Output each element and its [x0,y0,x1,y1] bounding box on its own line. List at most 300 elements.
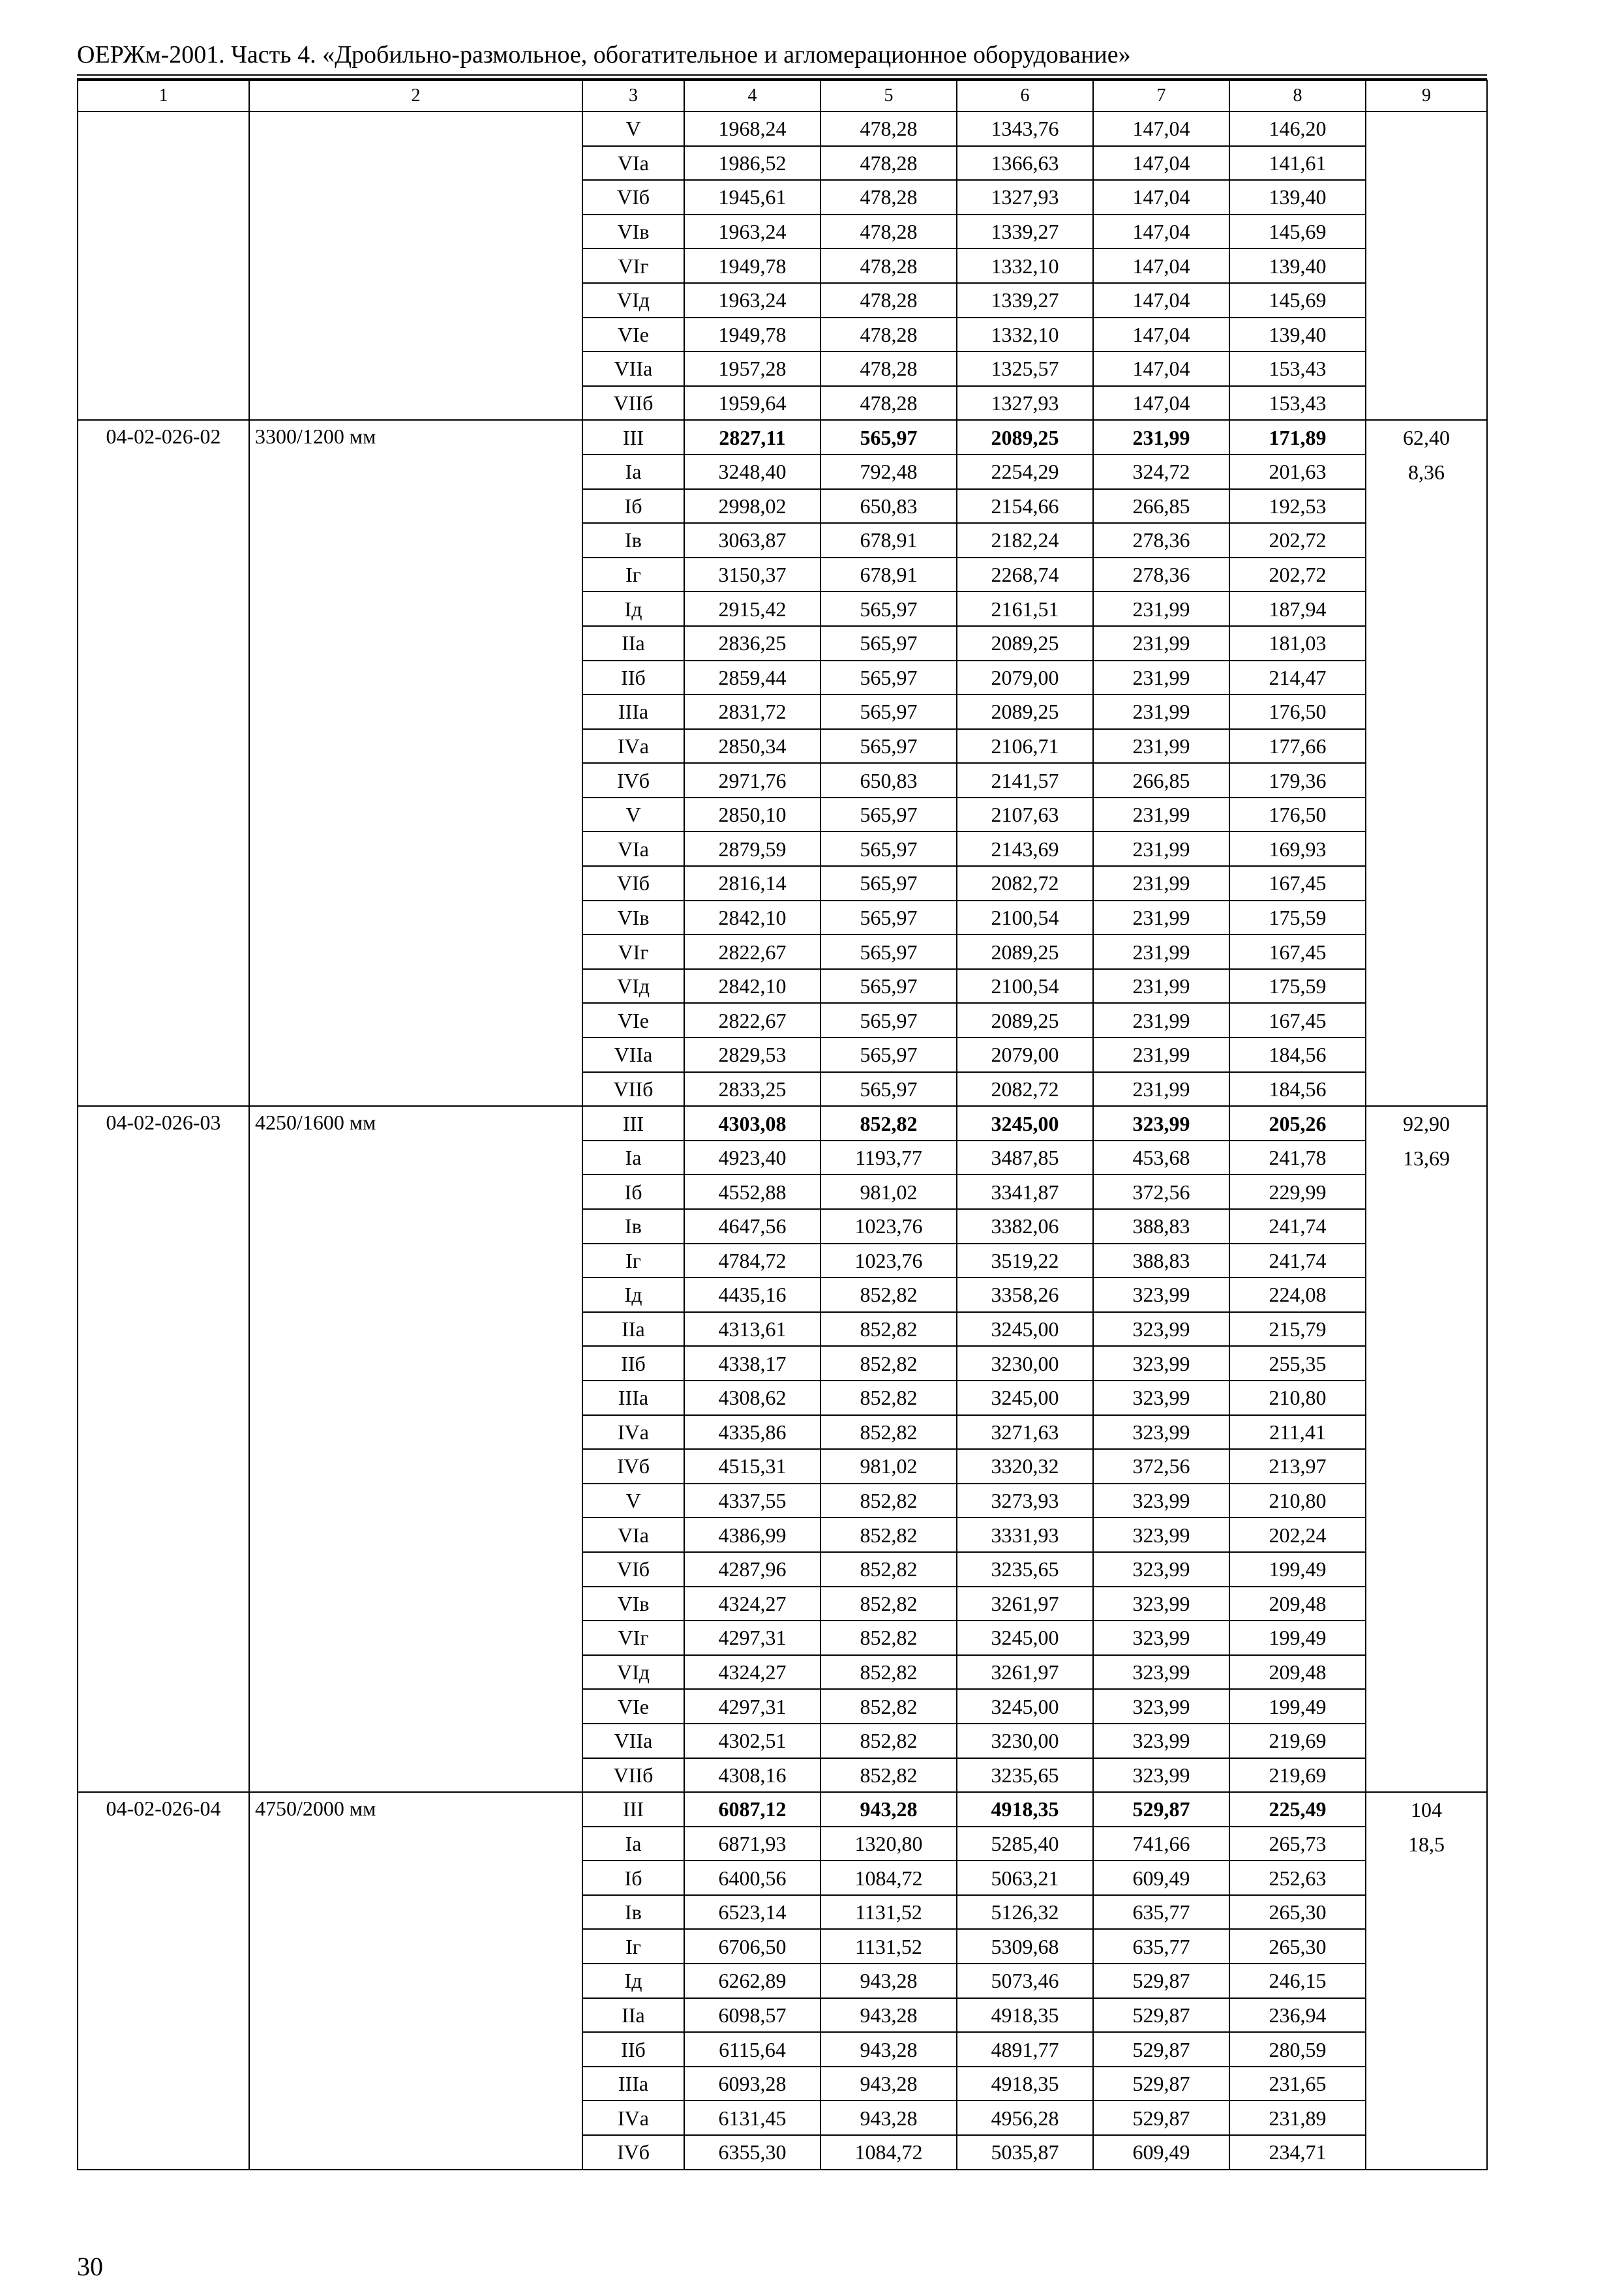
value-cell: 3150,37 [684,558,820,592]
value-cell: 943,28 [820,2032,957,2067]
region-cell: IVб [582,763,684,798]
value-cell: 205,26 [1229,1106,1366,1141]
value-cell: 231,99 [1093,831,1229,866]
region-cell: Iа [582,455,684,489]
value-cell: 4338,17 [684,1346,820,1381]
value-cell: 678,91 [820,558,957,592]
value-cell: 478,28 [820,352,957,386]
value-cell: 650,83 [820,763,957,798]
value-cell: 478,28 [820,283,957,318]
region-cell: VIа [582,1518,684,1552]
value-cell: 2836,25 [684,626,820,661]
value-cell: 3245,00 [957,1312,1093,1347]
labor-value: 62,40 [1403,426,1450,450]
value-cell: 2089,25 [957,935,1093,969]
value-cell: 181,03 [1229,626,1366,661]
value-cell: 529,87 [1093,1964,1229,1998]
value-cell: 231,99 [1093,420,1229,455]
region-cell: IIIа [582,2067,684,2101]
column-number-cell: 2 [249,80,582,112]
value-cell: 741,66 [1093,1827,1229,1861]
value-cell: 388,83 [1093,1244,1229,1278]
value-cell: 2842,10 [684,901,820,935]
value-cell: 1084,72 [820,1861,957,1895]
value-cell: 565,97 [820,901,957,935]
region-cell: VIб [582,180,684,215]
value-cell: 565,97 [820,695,957,729]
region-cell: VIд [582,1655,684,1690]
value-cell: 4918,35 [957,1998,1093,2033]
column-number-cell: 6 [957,80,1093,112]
region-cell: IVб [582,1449,684,1484]
value-cell: 6262,89 [684,1964,820,1998]
value-cell: 943,28 [820,1964,957,1998]
value-cell: 231,99 [1093,1038,1229,1072]
region-cell: IVа [582,2101,684,2135]
region-cell: IIб [582,1346,684,1381]
value-cell: 1963,24 [684,215,820,249]
value-cell: 1325,57 [957,352,1093,386]
value-cell: 4308,62 [684,1381,820,1415]
value-cell: 2842,10 [684,969,820,1004]
value-cell: 852,82 [820,1758,957,1793]
value-cell: 211,41 [1229,1415,1366,1450]
value-cell: 241,74 [1229,1209,1366,1244]
value-cell: 852,82 [820,1484,957,1518]
value-cell: 177,66 [1229,729,1366,764]
value-cell: 231,99 [1093,729,1229,764]
region-cell: III [582,1106,684,1141]
value-cell: 225,49 [1229,1792,1366,1827]
region-cell: V [582,1484,684,1518]
value-cell: 388,83 [1093,1209,1229,1244]
value-cell: 678,91 [820,523,957,558]
rates-table [77,80,1488,2170]
value-cell: 3331,93 [957,1518,1093,1552]
value-cell: 2106,71 [957,729,1093,764]
value-cell: 323,99 [1093,1689,1229,1724]
value-cell: 2827,11 [684,420,820,455]
region-cell: Iа [582,1141,684,1175]
value-cell: 852,82 [820,1689,957,1724]
region-cell: VIб [582,1552,684,1587]
value-cell: 4337,55 [684,1484,820,1518]
region-cell: IIа [582,626,684,661]
value-cell: 213,97 [1229,1449,1366,1484]
region-cell: VIб [582,866,684,901]
value-cell: 265,30 [1229,1929,1366,1964]
value-cell: 323,99 [1093,1518,1229,1552]
region-cell: Iг [582,558,684,592]
region-cell: Iг [582,1244,684,1278]
region-cell: VIIб [582,1072,684,1107]
value-cell: 141,61 [1229,146,1366,181]
value-cell: 2182,24 [957,523,1093,558]
value-cell: 1023,76 [820,1244,957,1278]
value-cell: 565,97 [820,420,957,455]
value-cell: 266,85 [1093,763,1229,798]
region-cell: Iб [582,1174,684,1209]
value-cell: 852,82 [820,1346,957,1381]
labor-value: 13,69 [1403,1146,1450,1171]
region-cell: IVб [582,2135,684,2170]
value-cell: 3230,00 [957,1346,1093,1381]
region-cell: VIе [582,1689,684,1724]
region-cell: Iг [582,1929,684,1964]
value-cell: 323,99 [1093,1381,1229,1415]
value-cell: 175,59 [1229,969,1366,1004]
table-row [78,1106,1487,1141]
value-cell: 231,99 [1093,969,1229,1004]
value-cell: 192,53 [1229,489,1366,524]
value-cell: 323,99 [1093,1312,1229,1347]
value-cell: 255,35 [1229,1346,1366,1381]
value-cell: 1327,93 [957,386,1093,421]
table-row [78,112,1487,146]
value-cell: 565,97 [820,866,957,901]
value-cell: 202,24 [1229,1518,1366,1552]
value-cell: 241,74 [1229,1244,1366,1278]
rate-code-cell: 04-02-026-02 [78,420,249,1106]
value-cell: 147,04 [1093,180,1229,215]
value-cell: 1949,78 [684,248,820,283]
value-cell: 2082,72 [957,866,1093,901]
value-cell: 219,69 [1229,1758,1366,1793]
column-number-cell: 8 [1229,80,1366,112]
value-cell: 145,69 [1229,215,1366,249]
value-cell: 1332,10 [957,318,1093,352]
value-cell: 167,45 [1229,1003,1366,1038]
region-cell: IIIа [582,1381,684,1415]
column-number-cell: 3 [582,80,684,112]
value-cell: 2089,25 [957,695,1093,729]
value-cell: 231,99 [1093,798,1229,832]
value-cell: 2816,14 [684,866,820,901]
value-cell: 145,69 [1229,283,1366,318]
value-cell: 2154,66 [957,489,1093,524]
region-cell: VIа [582,146,684,181]
value-cell: 2143,69 [957,831,1093,866]
table-body [78,80,1487,2170]
value-cell: 231,99 [1093,935,1229,969]
equipment-size-cell: 4250/1600 мм [249,1106,582,1792]
region-cell: III [582,420,684,455]
value-cell: 4784,72 [684,1244,820,1278]
value-cell: 202,72 [1229,558,1366,592]
value-cell: 241,78 [1229,1141,1366,1175]
value-cell: 2850,10 [684,798,820,832]
value-cell: 2100,54 [957,969,1093,1004]
value-cell: 323,99 [1093,1346,1229,1381]
value-cell: 229,99 [1229,1174,1366,1209]
value-cell: 3245,00 [957,1381,1093,1415]
value-cell: 478,28 [820,180,957,215]
column-number-row [78,80,1487,112]
value-cell: 529,87 [1093,2032,1229,2067]
value-cell: 171,89 [1229,420,1366,455]
region-cell: VIд [582,969,684,1004]
region-cell: Iв [582,523,684,558]
value-cell: 167,45 [1229,866,1366,901]
value-cell: 2161,51 [957,591,1093,626]
region-cell: IVа [582,1415,684,1450]
value-cell: 323,99 [1093,1106,1229,1141]
value-cell: 2859,44 [684,661,820,695]
value-cell: 2100,54 [957,901,1093,935]
value-cell: 3248,40 [684,455,820,489]
value-cell: 4435,16 [684,1278,820,1312]
value-cell: 1366,63 [957,146,1093,181]
value-cell: 981,02 [820,1449,957,1484]
value-cell: 4923,40 [684,1141,820,1175]
value-cell: 565,97 [820,798,957,832]
value-cell: 167,45 [1229,935,1366,969]
value-cell: 3358,26 [957,1278,1093,1312]
value-cell: 453,68 [1093,1141,1229,1175]
value-cell: 6115,64 [684,2032,820,2067]
value-cell: 139,40 [1229,318,1366,352]
value-cell: 2822,67 [684,935,820,969]
value-cell: 2268,74 [957,558,1093,592]
value-cell: 4552,88 [684,1174,820,1209]
value-cell: 323,99 [1093,1587,1229,1621]
value-cell: 3063,87 [684,523,820,558]
labor-cell [1366,1792,1487,2170]
value-cell: 1339,27 [957,283,1093,318]
value-cell: 5035,87 [957,2135,1093,2170]
value-cell: 478,28 [820,112,957,146]
value-cell: 2971,76 [684,763,820,798]
value-cell: 231,99 [1093,661,1229,695]
value-cell: 2089,25 [957,1003,1093,1038]
value-cell: 1949,78 [684,318,820,352]
value-cell: 231,99 [1093,1072,1229,1107]
region-cell: IVа [582,729,684,764]
value-cell: 792,48 [820,455,957,489]
value-cell: 635,77 [1093,1895,1229,1930]
value-cell: 1945,61 [684,180,820,215]
labor-value: 92,90 [1403,1112,1450,1136]
rate-code-cell: 04-02-026-04 [78,1792,249,2170]
column-number-cell: 7 [1093,80,1229,112]
value-cell: 3320,32 [957,1449,1093,1484]
value-cell: 209,48 [1229,1587,1366,1621]
rate-code-cell [78,112,249,420]
column-number-cell: 9 [1366,80,1487,112]
value-cell: 3261,97 [957,1655,1093,1690]
value-cell: 2833,25 [684,1072,820,1107]
value-cell: 201,63 [1229,455,1366,489]
value-cell: 246,15 [1229,1964,1366,1998]
value-cell: 3245,00 [957,1106,1093,1141]
value-cell: 199,49 [1229,1621,1366,1655]
value-cell: 4647,56 [684,1209,820,1244]
region-cell: IIIа [582,695,684,729]
region-cell: VIв [582,215,684,249]
region-cell: Iд [582,1964,684,1998]
value-cell: 565,97 [820,1003,957,1038]
value-cell: 5309,68 [957,1929,1093,1964]
column-number-cell: 5 [820,80,957,112]
value-cell: 265,30 [1229,1895,1366,1930]
region-cell: VIIа [582,352,684,386]
value-cell: 4956,28 [957,2101,1093,2135]
value-cell: 6093,28 [684,2067,820,2101]
value-cell: 529,87 [1093,2067,1229,2101]
region-cell: VIг [582,935,684,969]
labor-value: 104 [1411,1798,1442,1822]
value-cell: 1193,77 [820,1141,957,1175]
value-cell: 169,93 [1229,831,1366,866]
region-cell: VIд [582,283,684,318]
region-cell: IIа [582,1312,684,1347]
value-cell: 2822,67 [684,1003,820,1038]
value-cell: 323,99 [1093,1484,1229,1518]
value-cell: 2998,02 [684,489,820,524]
region-cell: VIв [582,901,684,935]
value-cell: 4308,16 [684,1758,820,1793]
labor-cell [1366,112,1487,420]
value-cell: 280,59 [1229,2032,1366,2067]
value-cell: 231,89 [1229,2101,1366,2135]
equipment-size-cell: 3300/1200 мм [249,420,582,1106]
value-cell: 1327,93 [957,180,1093,215]
value-cell: 529,87 [1093,1998,1229,2033]
value-cell: 323,99 [1093,1415,1229,1450]
value-cell: 1332,10 [957,248,1093,283]
region-cell: V [582,112,684,146]
value-cell: 4335,86 [684,1415,820,1450]
value-cell: 3382,06 [957,1209,1093,1244]
value-cell: 5073,46 [957,1964,1093,1998]
value-cell: 1131,52 [820,1895,957,1930]
value-cell: 210,80 [1229,1484,1366,1518]
region-cell: VIг [582,1621,684,1655]
region-cell: Iа [582,1827,684,1861]
value-cell: 323,99 [1093,1621,1229,1655]
value-cell: 1131,52 [820,1929,957,1964]
region-cell: VIг [582,248,684,283]
value-cell: 6400,56 [684,1861,820,1895]
value-cell: 1023,76 [820,1209,957,1244]
value-cell: 478,28 [820,146,957,181]
value-cell: 236,94 [1229,1998,1366,2033]
value-cell: 231,99 [1093,695,1229,729]
region-cell: Iд [582,1278,684,1312]
value-cell: 266,85 [1093,489,1229,524]
value-cell: 565,97 [820,729,957,764]
value-cell: 2829,53 [684,1038,820,1072]
value-cell: 478,28 [820,215,957,249]
region-cell: Iб [582,489,684,524]
value-cell: 323,99 [1093,1655,1229,1690]
value-cell: 943,28 [820,1998,957,2033]
value-cell: 1968,24 [684,112,820,146]
value-cell: 215,79 [1229,1312,1366,1347]
value-cell: 852,82 [820,1621,957,1655]
value-cell: 6131,45 [684,2101,820,2135]
value-cell: 565,97 [820,626,957,661]
rate-code-cell: 04-02-026-03 [78,1106,249,1792]
equipment-size-cell: 4750/2000 мм [249,1792,582,2170]
value-cell: 139,40 [1229,248,1366,283]
header-rule [77,74,1487,76]
value-cell: 1320,80 [820,1827,957,1861]
value-cell: 852,82 [820,1724,957,1758]
value-cell: 650,83 [820,489,957,524]
value-cell: 852,82 [820,1106,957,1141]
value-cell: 6355,30 [684,2135,820,2170]
value-cell: 231,99 [1093,626,1229,661]
value-cell: 2141,57 [957,763,1093,798]
value-cell: 943,28 [820,2101,957,2135]
labor-value: 8,36 [1408,460,1445,485]
value-cell: 324,72 [1093,455,1229,489]
value-cell: 4515,31 [684,1449,820,1484]
region-cell: VIIа [582,1724,684,1758]
value-cell: 139,40 [1229,180,1366,215]
value-cell: 214,47 [1229,661,1366,695]
region-cell: Iв [582,1895,684,1930]
value-cell: 184,56 [1229,1038,1366,1072]
value-cell: 147,04 [1093,112,1229,146]
value-cell: 852,82 [820,1587,957,1621]
value-cell: 147,04 [1093,283,1229,318]
region-cell: VIIб [582,1758,684,1793]
value-cell: 3235,65 [957,1758,1093,1793]
value-cell: 565,97 [820,661,957,695]
value-cell: 565,97 [820,1072,957,1107]
value-cell: 5285,40 [957,1827,1093,1861]
value-cell: 4287,96 [684,1552,820,1587]
value-cell: 187,94 [1229,591,1366,626]
page-number: 30 [77,2252,103,2281]
value-cell: 852,82 [820,1312,957,1347]
value-cell: 3341,87 [957,1174,1093,1209]
region-cell: V [582,798,684,832]
value-cell: 219,69 [1229,1724,1366,1758]
value-cell: 147,04 [1093,248,1229,283]
value-cell: 529,87 [1093,1792,1229,1827]
value-cell: 4324,27 [684,1587,820,1621]
value-cell: 231,65 [1229,2067,1366,2101]
region-cell: VIе [582,1003,684,1038]
value-cell: 202,72 [1229,523,1366,558]
region-cell: III [582,1792,684,1827]
value-cell: 265,73 [1229,1827,1366,1861]
region-cell: IIа [582,1998,684,2033]
value-cell: 4918,35 [957,2067,1093,2101]
value-cell: 199,49 [1229,1689,1366,1724]
value-cell: 6871,93 [684,1827,820,1861]
value-cell: 3261,97 [957,1587,1093,1621]
value-cell: 2254,29 [957,455,1093,489]
value-cell: 147,04 [1093,386,1229,421]
region-cell: IIб [582,2032,684,2067]
value-cell: 2879,59 [684,831,820,866]
value-cell: 184,56 [1229,1072,1366,1107]
value-cell: 4324,27 [684,1655,820,1690]
region-cell: VIв [582,1587,684,1621]
value-cell: 179,36 [1229,763,1366,798]
value-cell: 478,28 [820,318,957,352]
value-cell: 943,28 [820,2067,957,2101]
value-cell: 2850,34 [684,729,820,764]
value-cell: 565,97 [820,935,957,969]
region-cell: VIе [582,318,684,352]
value-cell: 2089,25 [957,626,1093,661]
value-cell: 323,99 [1093,1758,1229,1793]
